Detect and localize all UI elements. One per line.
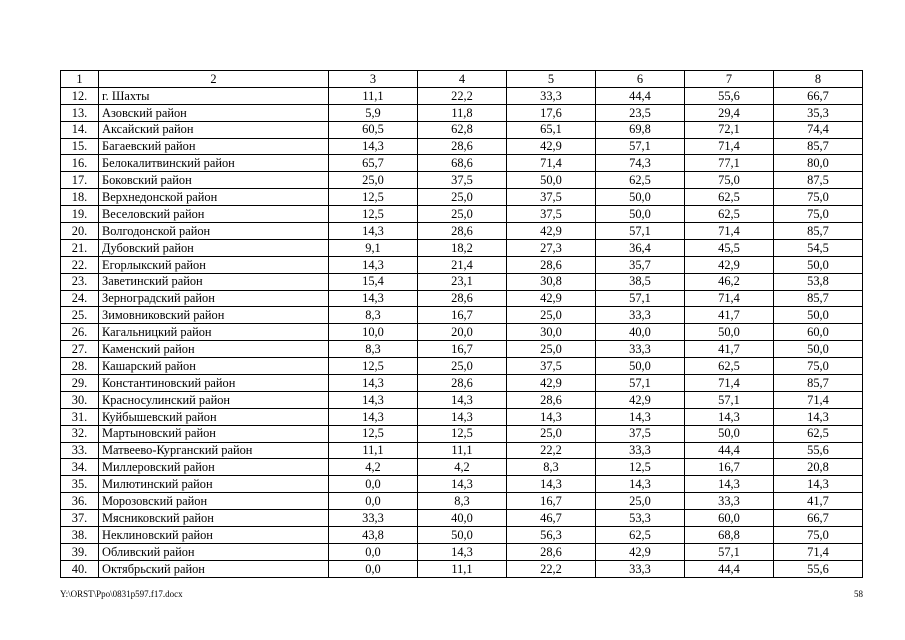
table-row: [61, 307, 863, 324]
district-name-cell: Каменский район: [99, 341, 329, 358]
value-cell: 62,5: [596, 527, 685, 544]
table-row: [61, 290, 863, 307]
district-name-cell: Багаевский район: [99, 138, 329, 155]
row-number-cell: 31.: [61, 408, 99, 425]
value-cell: 74,3: [596, 155, 685, 172]
table-row: [61, 442, 863, 459]
table-row: [61, 273, 863, 290]
value-cell: 37,5: [507, 358, 596, 375]
footer-page-number: 58: [854, 589, 863, 599]
value-cell: 71,4: [685, 290, 774, 307]
value-cell: 75,0: [774, 527, 863, 544]
row-number-cell: 33.: [61, 442, 99, 459]
table-row: [61, 425, 863, 442]
row-number-cell: 21.: [61, 239, 99, 256]
row-number-cell: 20.: [61, 223, 99, 240]
district-name-cell: Заветинский район: [99, 273, 329, 290]
value-cell: 22,2: [507, 442, 596, 459]
value-cell: 14,3: [329, 375, 418, 392]
value-cell: 27,3: [507, 239, 596, 256]
value-cell: 25,0: [507, 341, 596, 358]
value-cell: 25,0: [329, 172, 418, 189]
value-cell: 25,0: [418, 189, 507, 206]
district-name-cell: Волгодонской район: [99, 223, 329, 240]
value-cell: 4,2: [329, 459, 418, 476]
table-body: [61, 71, 863, 578]
value-cell: 60,0: [774, 324, 863, 341]
value-cell: 18,2: [418, 239, 507, 256]
value-cell: 16,7: [685, 459, 774, 476]
value-cell: 42,9: [596, 543, 685, 560]
table-row: [61, 324, 863, 341]
row-number-cell: 29.: [61, 375, 99, 392]
value-cell: 44,4: [596, 87, 685, 104]
value-cell: 14,3: [329, 223, 418, 240]
value-cell: 37,5: [596, 425, 685, 442]
district-name-cell: Белокалитвинский район: [99, 155, 329, 172]
value-cell: 28,6: [507, 256, 596, 273]
value-cell: 62,5: [685, 358, 774, 375]
value-cell: 85,7: [774, 223, 863, 240]
value-cell: 4,2: [418, 459, 507, 476]
row-number-cell: 30.: [61, 391, 99, 408]
value-cell: 54,5: [774, 239, 863, 256]
value-cell: 22,2: [418, 87, 507, 104]
value-cell: 30,0: [507, 324, 596, 341]
row-number-cell: 27.: [61, 341, 99, 358]
district-name-cell: Кагальницкий район: [99, 324, 329, 341]
value-cell: 8,3: [418, 493, 507, 510]
header-cell: 8: [774, 71, 863, 88]
value-cell: 21,4: [418, 256, 507, 273]
row-number-cell: 34.: [61, 459, 99, 476]
value-cell: 41,7: [685, 307, 774, 324]
value-cell: 14,3: [418, 476, 507, 493]
district-name-cell: Мясниковский район: [99, 510, 329, 527]
table-row: [61, 138, 863, 155]
value-cell: 66,7: [774, 87, 863, 104]
district-name-cell: Милютинский район: [99, 476, 329, 493]
header-cell: 6: [596, 71, 685, 88]
footer-file-path: Y:\ORST\Ppo\0831p597.f17.docx: [60, 589, 183, 599]
value-cell: 33,3: [596, 442, 685, 459]
table-row: [61, 256, 863, 273]
table-row: [61, 341, 863, 358]
value-cell: 25,0: [596, 493, 685, 510]
value-cell: 25,0: [418, 206, 507, 223]
district-name-cell: Азовский район: [99, 104, 329, 121]
value-cell: 35,3: [774, 104, 863, 121]
value-cell: 28,6: [507, 391, 596, 408]
value-cell: 11,1: [329, 87, 418, 104]
row-number-cell: 24.: [61, 290, 99, 307]
district-name-cell: Миллеровский район: [99, 459, 329, 476]
value-cell: 28,6: [418, 290, 507, 307]
value-cell: 68,8: [685, 527, 774, 544]
value-cell: 71,4: [774, 543, 863, 560]
value-cell: 50,0: [418, 527, 507, 544]
table-row: [61, 206, 863, 223]
header-cell: 2: [99, 71, 329, 88]
table-row: [61, 527, 863, 544]
row-number-cell: 15.: [61, 138, 99, 155]
value-cell: 14,3: [685, 476, 774, 493]
value-cell: 75,0: [774, 189, 863, 206]
value-cell: 15,4: [329, 273, 418, 290]
value-cell: 35,7: [596, 256, 685, 273]
value-cell: 9,1: [329, 239, 418, 256]
value-cell: 42,9: [685, 256, 774, 273]
value-cell: 14,3: [596, 476, 685, 493]
data-table: [60, 70, 863, 578]
value-cell: 37,5: [507, 189, 596, 206]
value-cell: 14,3: [507, 476, 596, 493]
value-cell: 30,8: [507, 273, 596, 290]
value-cell: 11,1: [418, 442, 507, 459]
value-cell: 12,5: [596, 459, 685, 476]
value-cell: 14,3: [774, 476, 863, 493]
value-cell: 14,3: [685, 408, 774, 425]
row-number-cell: 37.: [61, 510, 99, 527]
district-name-cell: Октябрьский район: [99, 560, 329, 577]
value-cell: 36,4: [596, 239, 685, 256]
value-cell: 72,1: [685, 121, 774, 138]
value-cell: 80,0: [774, 155, 863, 172]
value-cell: 57,1: [685, 543, 774, 560]
value-cell: 33,3: [596, 307, 685, 324]
value-cell: 62,8: [418, 121, 507, 138]
value-cell: 62,5: [685, 206, 774, 223]
value-cell: 75,0: [774, 206, 863, 223]
value-cell: 71,4: [685, 138, 774, 155]
value-cell: 33,3: [507, 87, 596, 104]
value-cell: 62,5: [596, 172, 685, 189]
row-number-cell: 19.: [61, 206, 99, 223]
row-number-cell: 16.: [61, 155, 99, 172]
value-cell: 68,6: [418, 155, 507, 172]
district-name-cell: Веселовский район: [99, 206, 329, 223]
value-cell: 62,5: [774, 425, 863, 442]
table-row: [61, 172, 863, 189]
value-cell: 25,0: [418, 358, 507, 375]
value-cell: 42,9: [507, 138, 596, 155]
value-cell: 12,5: [418, 425, 507, 442]
value-cell: 41,7: [774, 493, 863, 510]
value-cell: 50,0: [685, 425, 774, 442]
value-cell: 33,3: [596, 560, 685, 577]
district-name-cell: Верхнедонской район: [99, 189, 329, 206]
value-cell: 66,7: [774, 510, 863, 527]
row-number-cell: 13.: [61, 104, 99, 121]
table-header-row: [61, 71, 863, 88]
value-cell: 0,0: [329, 493, 418, 510]
value-cell: 87,5: [774, 172, 863, 189]
value-cell: 11,1: [329, 442, 418, 459]
value-cell: 12,5: [329, 189, 418, 206]
value-cell: 37,5: [418, 172, 507, 189]
value-cell: 62,5: [685, 189, 774, 206]
district-name-cell: Зерноградский район: [99, 290, 329, 307]
district-name-cell: Неклиновский район: [99, 527, 329, 544]
table-row: [61, 223, 863, 240]
value-cell: 50,0: [596, 206, 685, 223]
value-cell: 74,4: [774, 121, 863, 138]
value-cell: 77,1: [685, 155, 774, 172]
value-cell: 33,3: [329, 510, 418, 527]
table-row: [61, 189, 863, 206]
district-name-cell: Аксайский район: [99, 121, 329, 138]
value-cell: 57,1: [596, 223, 685, 240]
table-row: [61, 543, 863, 560]
value-cell: 71,4: [685, 223, 774, 240]
table-row: [61, 408, 863, 425]
value-cell: 42,9: [507, 223, 596, 240]
row-number-cell: 25.: [61, 307, 99, 324]
district-name-cell: г. Шахты: [99, 87, 329, 104]
value-cell: 12,5: [329, 425, 418, 442]
row-number-cell: 14.: [61, 121, 99, 138]
header-cell: 7: [685, 71, 774, 88]
header-cell: 5: [507, 71, 596, 88]
value-cell: 8,3: [507, 459, 596, 476]
row-number-cell: 38.: [61, 527, 99, 544]
value-cell: 50,0: [685, 324, 774, 341]
value-cell: 14,3: [596, 408, 685, 425]
value-cell: 50,0: [774, 341, 863, 358]
value-cell: 8,3: [329, 307, 418, 324]
value-cell: 25,0: [507, 425, 596, 442]
row-number-cell: 39.: [61, 543, 99, 560]
value-cell: 85,7: [774, 138, 863, 155]
value-cell: 23,5: [596, 104, 685, 121]
value-cell: 22,2: [507, 560, 596, 577]
value-cell: 85,7: [774, 375, 863, 392]
value-cell: 55,6: [685, 87, 774, 104]
value-cell: 28,6: [507, 543, 596, 560]
value-cell: 29,4: [685, 104, 774, 121]
table-row: [61, 560, 863, 577]
value-cell: 71,4: [507, 155, 596, 172]
table-row: [61, 510, 863, 527]
value-cell: 14,3: [329, 408, 418, 425]
value-cell: 71,4: [685, 375, 774, 392]
row-number-cell: 40.: [61, 560, 99, 577]
value-cell: 57,1: [596, 375, 685, 392]
row-number-cell: 32.: [61, 425, 99, 442]
row-number-cell: 17.: [61, 172, 99, 189]
table-row: [61, 493, 863, 510]
value-cell: 5,9: [329, 104, 418, 121]
value-cell: 40,0: [596, 324, 685, 341]
value-cell: 23,1: [418, 273, 507, 290]
district-name-cell: Дубовский район: [99, 239, 329, 256]
value-cell: 50,0: [596, 358, 685, 375]
value-cell: 60,0: [685, 510, 774, 527]
district-name-cell: Обливский район: [99, 543, 329, 560]
value-cell: 65,1: [507, 121, 596, 138]
district-name-cell: Егорлыкский район: [99, 256, 329, 273]
value-cell: 12,5: [329, 358, 418, 375]
value-cell: 75,0: [774, 358, 863, 375]
value-cell: 14,3: [329, 391, 418, 408]
value-cell: 60,5: [329, 121, 418, 138]
value-cell: 50,0: [774, 256, 863, 273]
value-cell: 42,9: [596, 391, 685, 408]
value-cell: 75,0: [685, 172, 774, 189]
district-name-cell: Боковский район: [99, 172, 329, 189]
value-cell: 40,0: [418, 510, 507, 527]
row-number-cell: 28.: [61, 358, 99, 375]
district-name-cell: Куйбышевский район: [99, 408, 329, 425]
district-name-cell: Матвеево-Курганский район: [99, 442, 329, 459]
header-cell: 1: [61, 71, 99, 88]
value-cell: 57,1: [596, 138, 685, 155]
row-number-cell: 36.: [61, 493, 99, 510]
value-cell: 14,3: [329, 138, 418, 155]
table-row: [61, 375, 863, 392]
row-number-cell: 23.: [61, 273, 99, 290]
value-cell: 12,5: [329, 206, 418, 223]
value-cell: 11,1: [418, 560, 507, 577]
value-cell: 28,6: [418, 223, 507, 240]
value-cell: 33,3: [685, 493, 774, 510]
value-cell: 28,6: [418, 138, 507, 155]
row-number-cell: 35.: [61, 476, 99, 493]
value-cell: 50,0: [507, 172, 596, 189]
value-cell: 55,6: [774, 560, 863, 577]
table-row: [61, 104, 863, 121]
value-cell: 14,3: [418, 543, 507, 560]
value-cell: 10,0: [329, 324, 418, 341]
value-cell: 37,5: [507, 206, 596, 223]
value-cell: 14,3: [507, 408, 596, 425]
value-cell: 14,3: [329, 256, 418, 273]
value-cell: 56,3: [507, 527, 596, 544]
value-cell: 50,0: [774, 307, 863, 324]
value-cell: 0,0: [329, 543, 418, 560]
value-cell: 14,3: [774, 408, 863, 425]
table-row: [61, 476, 863, 493]
value-cell: 43,8: [329, 527, 418, 544]
table-row: [61, 155, 863, 172]
value-cell: 42,9: [507, 290, 596, 307]
row-number-cell: 26.: [61, 324, 99, 341]
value-cell: 46,2: [685, 273, 774, 290]
table-row: [61, 87, 863, 104]
value-cell: 28,6: [418, 375, 507, 392]
table-row: [61, 459, 863, 476]
value-cell: 57,1: [685, 391, 774, 408]
header-cell: 4: [418, 71, 507, 88]
table-row: [61, 391, 863, 408]
value-cell: 20,0: [418, 324, 507, 341]
district-name-cell: Морозовский район: [99, 493, 329, 510]
value-cell: 0,0: [329, 476, 418, 493]
value-cell: 41,7: [685, 341, 774, 358]
value-cell: 11,8: [418, 104, 507, 121]
row-number-cell: 18.: [61, 189, 99, 206]
value-cell: 42,9: [507, 375, 596, 392]
value-cell: 53,3: [596, 510, 685, 527]
table-row: [61, 358, 863, 375]
value-cell: 8,3: [329, 341, 418, 358]
value-cell: 33,3: [596, 341, 685, 358]
value-cell: 44,4: [685, 442, 774, 459]
row-number-cell: 22.: [61, 256, 99, 273]
district-name-cell: Кашарский район: [99, 358, 329, 375]
value-cell: 38,5: [596, 273, 685, 290]
value-cell: 45,5: [685, 239, 774, 256]
value-cell: 57,1: [596, 290, 685, 307]
value-cell: 0,0: [329, 560, 418, 577]
value-cell: 46,7: [507, 510, 596, 527]
value-cell: 14,3: [418, 391, 507, 408]
value-cell: 17,6: [507, 104, 596, 121]
district-name-cell: Константиновский район: [99, 375, 329, 392]
value-cell: 14,3: [329, 290, 418, 307]
header-cell: 3: [329, 71, 418, 88]
value-cell: 53,8: [774, 273, 863, 290]
value-cell: 14,3: [418, 408, 507, 425]
value-cell: 85,7: [774, 290, 863, 307]
value-cell: 16,7: [507, 493, 596, 510]
value-cell: 44,4: [685, 560, 774, 577]
value-cell: 55,6: [774, 442, 863, 459]
value-cell: 16,7: [418, 307, 507, 324]
district-name-cell: Красносулинский район: [99, 391, 329, 408]
value-cell: 25,0: [507, 307, 596, 324]
value-cell: 65,7: [329, 155, 418, 172]
district-name-cell: Зимовниковский район: [99, 307, 329, 324]
row-number-cell: 12.: [61, 87, 99, 104]
value-cell: 69,8: [596, 121, 685, 138]
table-row: [61, 121, 863, 138]
value-cell: 71,4: [774, 391, 863, 408]
district-name-cell: Мартыновский район: [99, 425, 329, 442]
value-cell: 50,0: [596, 189, 685, 206]
value-cell: 16,7: [418, 341, 507, 358]
value-cell: 20,8: [774, 459, 863, 476]
table-row: [61, 239, 863, 256]
